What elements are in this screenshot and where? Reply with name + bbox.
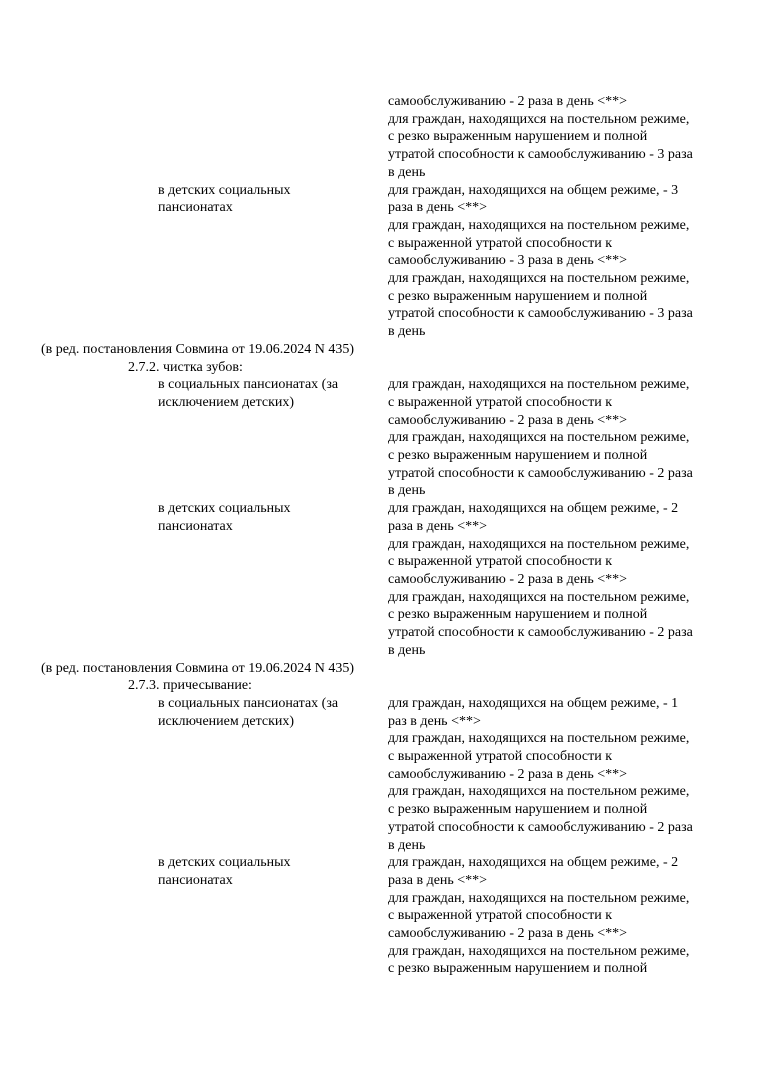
norm-line: для граждан, находящихся на постельном режиме, (388, 890, 690, 906)
institution-type (158, 376, 385, 411)
institution-line: в детских социальных (158, 855, 291, 871)
norm-line: с резко выраженным нарушением и полной (388, 129, 648, 145)
institution-type (158, 500, 385, 535)
norm-line: утратой способности к самообслуживанию - 2 раза (388, 625, 693, 641)
norm-line: с выраженной утратой способности к (388, 749, 613, 765)
institution-line: пансионатах (158, 872, 233, 888)
norm-text (388, 695, 730, 854)
norm-line: для граждан, находящихся на постельном режиме, (388, 731, 690, 747)
norm-line: для граждан, находящихся на постельном режиме, (388, 536, 690, 552)
document-page (0, 93, 764, 978)
institution-line: в детских социальных (158, 182, 291, 198)
norm-line: раз в день <**> (388, 713, 481, 729)
amendment-note: (в ред. постановления Совмина от 19.06.2024 N 435) (41, 660, 354, 676)
institution-type (158, 182, 385, 217)
norm-line: самообслуживанию - 2 раза в день <**> (388, 94, 628, 109)
norm-line: самообслуживанию - 2 раза в день <**> (388, 926, 628, 942)
institution-type (158, 854, 385, 889)
institution-row (0, 500, 764, 659)
norm-line: с выраженной утратой способности к (388, 394, 613, 410)
institution-line: в социальных пансионатах (за (158, 695, 339, 711)
norm-text (388, 182, 730, 341)
norm-line: самообслуживанию - 2 раза в день <**> (388, 412, 628, 428)
norm-line: с резко выраженным нарушением и полной (388, 802, 648, 818)
norm-line: раза в день <**> (388, 872, 488, 888)
norm-line: в день (388, 837, 426, 853)
norm-line: для граждан, находящихся на общем режиме, - 2 (388, 501, 679, 517)
norm-line: для граждан, находящихся на постельном режиме, (388, 111, 690, 127)
norm-text (388, 93, 730, 182)
norm-line: с резко выраженным нарушением и полной (388, 961, 648, 977)
norm-line: в день (388, 324, 426, 340)
norm-line: с выраженной утратой способности к (388, 235, 613, 251)
norm-line: самообслуживанию - 2 раза в день <**> (388, 571, 628, 587)
subsection-heading: 2.7.3. причесывание: (128, 678, 252, 694)
subsection-heading: 2.7.2. чистка зубов: (128, 359, 243, 375)
norm-line: для граждан, находящихся на общем режиме, - 3 (388, 182, 679, 198)
norm-line: для граждан, находящихся на постельном режиме, (388, 430, 690, 446)
institution-row (0, 182, 764, 341)
norm-line: с резко выраженным нарушением и полной (388, 607, 648, 623)
norm-line: с выраженной утратой способности к (388, 554, 613, 570)
norm-line: для граждан, находящихся на постельном режиме, (388, 271, 690, 287)
norm-line: самообслуживанию - 2 раза в день <**> (388, 766, 628, 782)
institution-type (158, 695, 385, 730)
norm-line: утратой способности к самообслуживанию - 2 раза (388, 465, 693, 481)
norm-line: в день (388, 483, 426, 499)
norm-line: самообслуживанию - 3 раза в день <**> (388, 253, 628, 269)
norm-line: в день (388, 642, 426, 658)
institution-line: в детских социальных (158, 501, 291, 517)
institution-line: пансионатах (158, 200, 233, 216)
norm-line: утратой способности к самообслуживанию - 3 раза (388, 306, 693, 322)
amendment-note: (в ред. постановления Совмина от 19.06.2024 N 435) (41, 341, 354, 357)
norm-line: для граждан, находящихся на общем режиме, - 1 (388, 695, 679, 711)
norm-text (388, 376, 730, 500)
institution-line: исключением детских) (158, 713, 295, 729)
norm-line: в день (388, 164, 426, 180)
norm-line: с выраженной утратой способности к (388, 908, 613, 924)
norm-text (388, 854, 730, 978)
norm-line: с резко выраженным нарушением и полной (388, 288, 648, 304)
norm-line: для граждан, находящихся на постельном режиме, (388, 377, 690, 393)
norm-line: для граждан, находящихся на постельном режиме, (388, 217, 690, 233)
institution-row (0, 695, 764, 854)
institution-line: исключением детских) (158, 394, 295, 410)
norm-line: для граждан, находящихся на постельном режиме, (388, 589, 690, 605)
norm-line: с резко выраженным нарушением и полной (388, 448, 648, 464)
norm-text (388, 500, 730, 659)
institution-row (0, 376, 764, 500)
norm-line: раза в день <**> (388, 518, 488, 534)
norm-line: для граждан, находящихся на общем режиме, - 2 (388, 855, 679, 871)
institution-line: в социальных пансионатах (за (158, 377, 339, 393)
norm-line: для граждан, находящихся на постельном режиме, (388, 943, 690, 959)
institution-row (0, 854, 764, 978)
continuation-row (0, 93, 764, 182)
norm-line: утратой способности к самообслуживанию - 3 раза (388, 147, 693, 163)
norm-line: утратой способности к самообслуживанию - 2 раза (388, 819, 693, 835)
institution-line: пансионатах (158, 518, 233, 534)
norm-line: раза в день <**> (388, 200, 488, 216)
norm-line: для граждан, находящихся на постельном режиме, (388, 784, 690, 800)
